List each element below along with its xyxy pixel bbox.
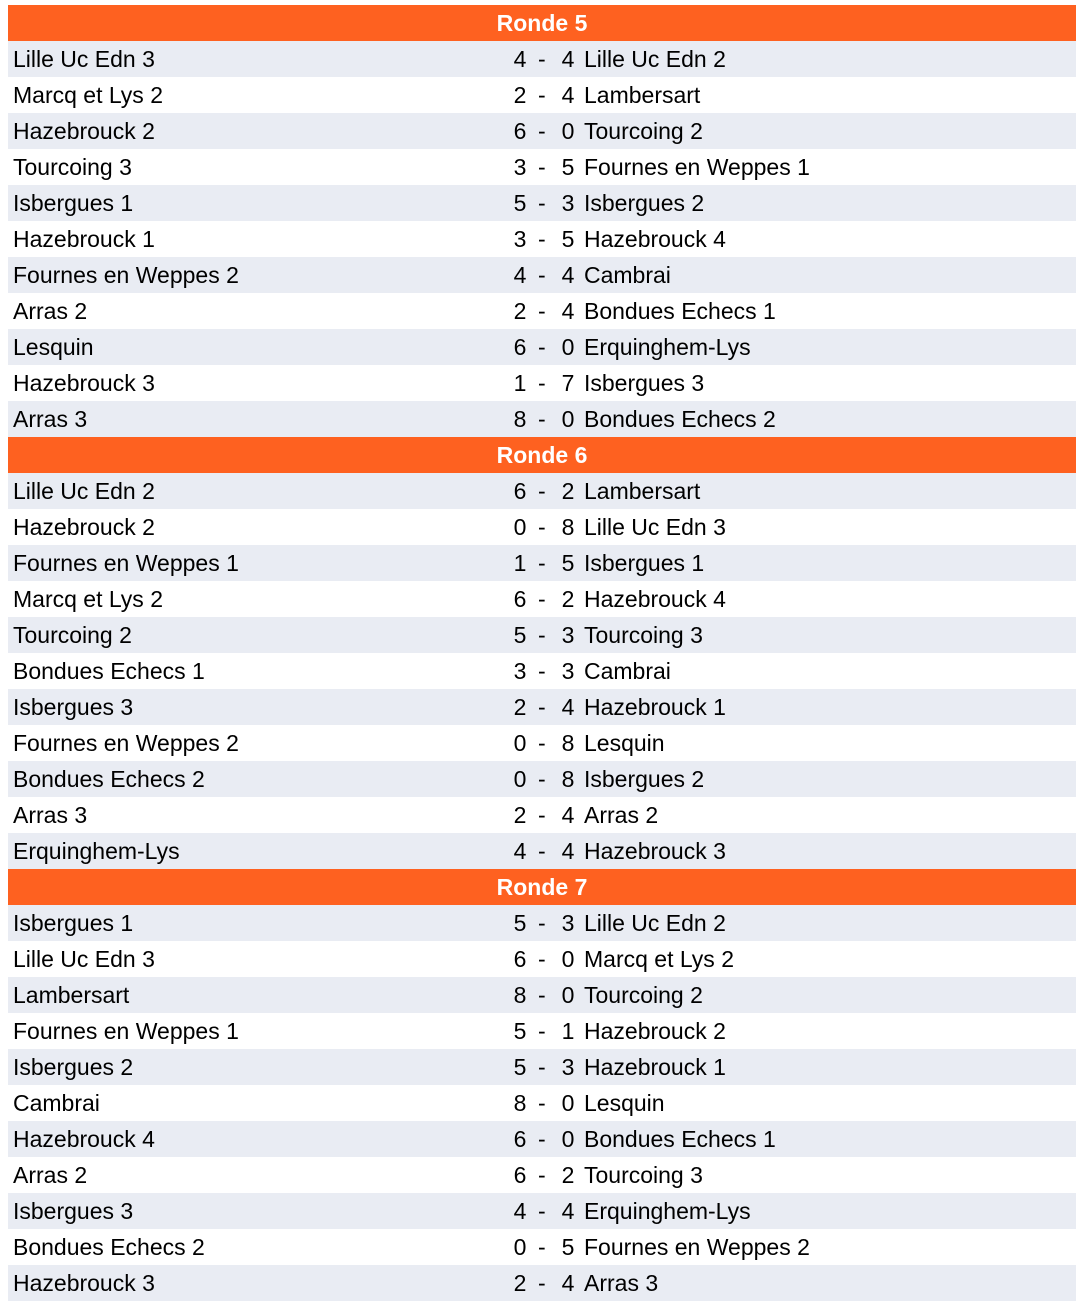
home-score: 2 bbox=[513, 82, 527, 108]
home-score: 6 bbox=[513, 1162, 527, 1188]
away-team: Tourcoing 3 bbox=[584, 622, 703, 648]
away-score: 0 bbox=[561, 1126, 575, 1152]
match-row bbox=[8, 1085, 1076, 1121]
home-team: Cambrai bbox=[13, 1090, 100, 1116]
away-score: 8 bbox=[561, 766, 575, 792]
away-team: Cambrai bbox=[584, 658, 671, 684]
home-score: 5 bbox=[513, 1054, 527, 1080]
away-score: 5 bbox=[561, 226, 575, 252]
away-team: Isbergues 2 bbox=[584, 190, 705, 216]
home-score: 8 bbox=[513, 1090, 527, 1116]
results-table bbox=[8, 5, 1076, 1301]
match-row bbox=[8, 689, 1076, 725]
score-separator: - bbox=[538, 658, 546, 684]
match-row bbox=[8, 545, 1076, 581]
score-separator: - bbox=[538, 730, 546, 756]
home-team: Hazebrouck 2 bbox=[13, 514, 155, 540]
home-team: Fournes en Weppes 2 bbox=[13, 262, 239, 288]
round-header: Ronde 6 bbox=[8, 437, 1076, 473]
match-row bbox=[8, 581, 1076, 617]
away-team: Lille Uc Edn 2 bbox=[584, 910, 726, 936]
away-team: Lesquin bbox=[584, 1090, 665, 1116]
match-row bbox=[8, 41, 1076, 77]
home-score: 0 bbox=[513, 730, 527, 756]
away-team: Tourcoing 3 bbox=[584, 1162, 703, 1188]
away-score: 0 bbox=[561, 1090, 575, 1116]
away-score: 4 bbox=[561, 262, 575, 288]
score-separator: - bbox=[538, 154, 546, 180]
home-team: Fournes en Weppes 1 bbox=[13, 1018, 239, 1044]
score-separator: - bbox=[538, 694, 546, 720]
home-score: 2 bbox=[513, 298, 527, 324]
score-separator: - bbox=[538, 1162, 546, 1188]
home-team: Bondues Echecs 2 bbox=[13, 766, 205, 792]
home-score: 4 bbox=[513, 46, 527, 72]
away-score: 2 bbox=[561, 1162, 575, 1188]
match-row bbox=[8, 1229, 1076, 1265]
home-score: 5 bbox=[513, 622, 527, 648]
home-score: 2 bbox=[513, 802, 527, 828]
away-score: 5 bbox=[561, 154, 575, 180]
away-score: 7 bbox=[561, 370, 575, 396]
away-team: Hazebrouck 1 bbox=[584, 694, 726, 720]
match-row bbox=[8, 725, 1076, 761]
home-score: 6 bbox=[513, 946, 527, 972]
match-row bbox=[8, 1157, 1076, 1193]
home-score: 6 bbox=[513, 118, 527, 144]
match-row bbox=[8, 113, 1076, 149]
match-row bbox=[8, 221, 1076, 257]
home-score: 2 bbox=[513, 694, 527, 720]
away-team: Fournes en Weppes 1 bbox=[584, 154, 810, 180]
match-row bbox=[8, 1013, 1076, 1049]
score-separator: - bbox=[538, 334, 546, 360]
home-team: Lille Uc Edn 3 bbox=[13, 46, 155, 72]
away-score: 2 bbox=[561, 478, 575, 504]
away-team: Hazebrouck 4 bbox=[584, 226, 726, 252]
home-team: Erquinghem-Lys bbox=[13, 838, 180, 864]
match-row bbox=[8, 473, 1076, 509]
home-score: 0 bbox=[513, 514, 527, 540]
away-team: Lambersart bbox=[584, 478, 701, 504]
score-separator: - bbox=[538, 1054, 546, 1080]
home-team: Lille Uc Edn 3 bbox=[13, 946, 155, 972]
home-score: 3 bbox=[513, 226, 527, 252]
home-score: 3 bbox=[513, 154, 527, 180]
away-score: 3 bbox=[561, 622, 575, 648]
score-separator: - bbox=[538, 190, 546, 216]
away-team: Hazebrouck 3 bbox=[584, 838, 726, 864]
score-separator: - bbox=[538, 46, 546, 72]
home-score: 6 bbox=[513, 586, 527, 612]
score-separator: - bbox=[538, 370, 546, 396]
home-team: Arras 2 bbox=[13, 298, 88, 324]
away-score: 4 bbox=[561, 1198, 575, 1224]
away-score: 0 bbox=[561, 982, 575, 1008]
home-score: 8 bbox=[513, 406, 527, 432]
away-score: 4 bbox=[561, 298, 575, 324]
away-team: Erquinghem-Lys bbox=[584, 334, 751, 360]
home-score: 6 bbox=[513, 334, 527, 360]
away-score: 3 bbox=[561, 910, 575, 936]
match-row bbox=[8, 149, 1076, 185]
home-score: 0 bbox=[513, 1234, 527, 1260]
home-team: Arras 2 bbox=[13, 1162, 88, 1188]
score-separator: - bbox=[538, 1018, 546, 1044]
home-team: Hazebrouck 1 bbox=[13, 226, 155, 252]
round-header: Ronde 5 bbox=[8, 5, 1076, 41]
score-separator: - bbox=[538, 946, 546, 972]
away-team: Erquinghem-Lys bbox=[584, 1198, 751, 1224]
home-team: Arras 3 bbox=[13, 802, 88, 828]
match-row bbox=[8, 1265, 1076, 1301]
score-separator: - bbox=[538, 1234, 546, 1260]
home-team: Fournes en Weppes 1 bbox=[13, 550, 239, 576]
home-score: 1 bbox=[513, 550, 527, 576]
home-score: 3 bbox=[513, 658, 527, 684]
away-score: 0 bbox=[561, 946, 575, 972]
score-separator: - bbox=[538, 982, 546, 1008]
away-score: 5 bbox=[561, 550, 575, 576]
home-team: Hazebrouck 3 bbox=[13, 370, 155, 396]
home-team: Hazebrouck 4 bbox=[13, 1126, 155, 1152]
home-team: Isbergues 1 bbox=[13, 910, 134, 936]
away-score: 1 bbox=[561, 1018, 575, 1044]
home-team: Fournes en Weppes 2 bbox=[13, 730, 239, 756]
away-team: Lille Uc Edn 2 bbox=[584, 46, 726, 72]
away-team: Bondues Echecs 1 bbox=[584, 1126, 776, 1152]
away-team: Lambersart bbox=[584, 82, 701, 108]
home-team: Tourcoing 3 bbox=[13, 154, 132, 180]
home-team: Hazebrouck 2 bbox=[13, 118, 155, 144]
away-team: Tourcoing 2 bbox=[584, 118, 703, 144]
away-team: Hazebrouck 4 bbox=[584, 586, 726, 612]
away-team: Lesquin bbox=[584, 730, 665, 756]
away-score: 0 bbox=[561, 334, 575, 360]
match-row bbox=[8, 1193, 1076, 1229]
match-row bbox=[8, 185, 1076, 221]
home-score: 2 bbox=[513, 1270, 527, 1296]
away-team: Bondues Echecs 1 bbox=[584, 298, 776, 324]
away-score: 3 bbox=[561, 658, 575, 684]
home-score: 4 bbox=[513, 1198, 527, 1224]
home-score: 6 bbox=[513, 1126, 527, 1152]
home-team: Isbergues 3 bbox=[13, 1198, 134, 1224]
away-team: Tourcoing 2 bbox=[584, 982, 703, 1008]
away-score: 8 bbox=[561, 730, 575, 756]
away-score: 4 bbox=[561, 82, 575, 108]
away-score: 4 bbox=[561, 802, 575, 828]
round-header: Ronde 7 bbox=[8, 869, 1076, 905]
away-score: 0 bbox=[561, 118, 575, 144]
score-separator: - bbox=[538, 298, 546, 324]
home-score: 1 bbox=[513, 370, 527, 396]
away-team: Cambrai bbox=[584, 262, 671, 288]
away-team: Bondues Echecs 2 bbox=[584, 406, 776, 432]
home-team: Marcq et Lys 2 bbox=[13, 82, 163, 108]
home-team: Isbergues 2 bbox=[13, 1054, 134, 1080]
score-separator: - bbox=[538, 910, 546, 936]
score-separator: - bbox=[538, 226, 546, 252]
away-score: 4 bbox=[561, 838, 575, 864]
match-row bbox=[8, 365, 1076, 401]
match-row bbox=[8, 257, 1076, 293]
away-team: Marcq et Lys 2 bbox=[584, 946, 734, 972]
home-score: 5 bbox=[513, 910, 527, 936]
score-separator: - bbox=[538, 802, 546, 828]
away-score: 3 bbox=[561, 190, 575, 216]
home-team: Arras 3 bbox=[13, 406, 88, 432]
home-team: Isbergues 1 bbox=[13, 190, 134, 216]
away-score: 4 bbox=[561, 694, 575, 720]
away-score: 2 bbox=[561, 586, 575, 612]
home-team: Isbergues 3 bbox=[13, 694, 134, 720]
away-score: 4 bbox=[561, 1270, 575, 1296]
away-score: 0 bbox=[561, 406, 575, 432]
score-separator: - bbox=[538, 1270, 546, 1296]
match-row bbox=[8, 1049, 1076, 1085]
away-score: 8 bbox=[561, 514, 575, 540]
match-row bbox=[8, 977, 1076, 1013]
match-row bbox=[8, 329, 1076, 365]
away-team: Hazebrouck 1 bbox=[584, 1054, 726, 1080]
away-team: Isbergues 3 bbox=[584, 370, 705, 396]
score-separator: - bbox=[538, 1090, 546, 1116]
home-score: 0 bbox=[513, 766, 527, 792]
match-row bbox=[8, 509, 1076, 545]
match-row bbox=[8, 941, 1076, 977]
away-score: 5 bbox=[561, 1234, 575, 1260]
score-separator: - bbox=[538, 766, 546, 792]
match-row bbox=[8, 653, 1076, 689]
away-team: Arras 3 bbox=[584, 1270, 659, 1296]
match-row bbox=[8, 761, 1076, 797]
score-separator: - bbox=[538, 586, 546, 612]
score-separator: - bbox=[538, 550, 546, 576]
match-row bbox=[8, 1121, 1076, 1157]
home-score: 4 bbox=[513, 838, 527, 864]
away-team: Hazebrouck 2 bbox=[584, 1018, 726, 1044]
match-row bbox=[8, 77, 1076, 113]
away-team: Arras 2 bbox=[584, 802, 659, 828]
home-team: Lesquin bbox=[13, 334, 94, 360]
away-team: Isbergues 2 bbox=[584, 766, 705, 792]
score-separator: - bbox=[538, 1126, 546, 1152]
home-team: Tourcoing 2 bbox=[13, 622, 132, 648]
score-separator: - bbox=[538, 622, 546, 648]
home-score: 8 bbox=[513, 982, 527, 1008]
score-separator: - bbox=[538, 478, 546, 504]
match-row bbox=[8, 833, 1076, 869]
score-separator: - bbox=[538, 82, 546, 108]
home-score: 6 bbox=[513, 478, 527, 504]
home-team: Bondues Echecs 1 bbox=[13, 658, 205, 684]
home-score: 4 bbox=[513, 262, 527, 288]
away-team: Isbergues 1 bbox=[584, 550, 705, 576]
home-team: Lille Uc Edn 2 bbox=[13, 478, 155, 504]
home-team: Marcq et Lys 2 bbox=[13, 586, 163, 612]
home-score: 5 bbox=[513, 1018, 527, 1044]
score-separator: - bbox=[538, 262, 546, 288]
home-score: 5 bbox=[513, 190, 527, 216]
match-row bbox=[8, 617, 1076, 653]
match-row bbox=[8, 293, 1076, 329]
home-team: Bondues Echecs 2 bbox=[13, 1234, 205, 1260]
away-score: 3 bbox=[561, 1054, 575, 1080]
away-team: Lille Uc Edn 3 bbox=[584, 514, 726, 540]
score-separator: - bbox=[538, 406, 546, 432]
score-separator: - bbox=[538, 514, 546, 540]
away-score: 4 bbox=[561, 46, 575, 72]
home-team: Lambersart bbox=[13, 982, 130, 1008]
score-separator: - bbox=[538, 838, 546, 864]
match-row bbox=[8, 401, 1076, 437]
score-separator: - bbox=[538, 118, 546, 144]
away-team: Fournes en Weppes 2 bbox=[584, 1234, 810, 1260]
score-separator: - bbox=[538, 1198, 546, 1224]
match-row bbox=[8, 797, 1076, 833]
home-team: Hazebrouck 3 bbox=[13, 1270, 155, 1296]
match-row bbox=[8, 905, 1076, 941]
